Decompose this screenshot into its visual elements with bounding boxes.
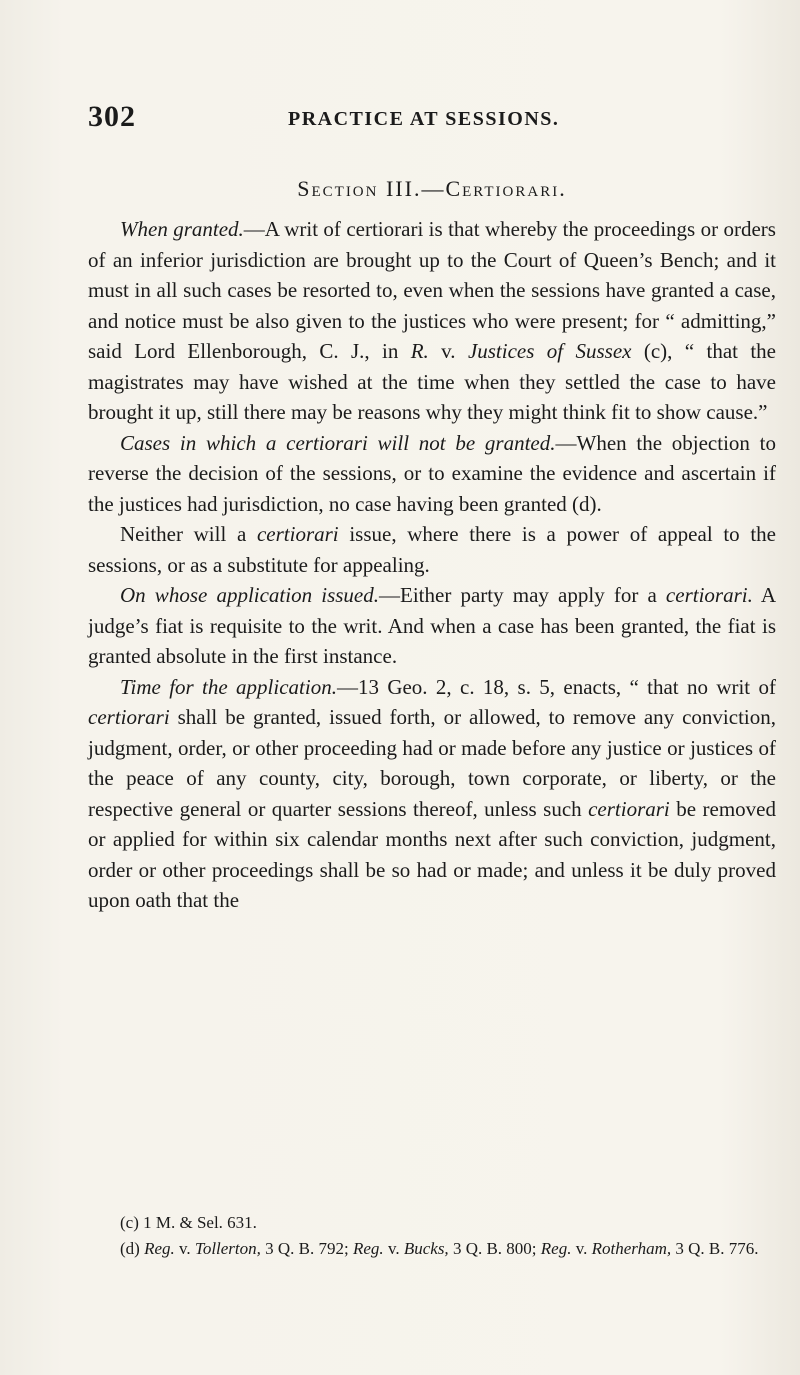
footnote-text: 3 Q. B. 792; <box>260 1239 353 1258</box>
case-name: R. <box>410 339 429 363</box>
footnote-text: v. <box>571 1239 592 1258</box>
italic-term: certiorari <box>588 796 670 821</box>
paragraph-cases-not-granted <box>88 428 776 520</box>
paragraph-heading: When granted. <box>120 217 244 241</box>
paragraph-text: —When the objection to reverse the decision of the sessions, or to examine the evidence and ascertain if the justices had jurisdiction, no case having been granted (d). <box>88 430 776 516</box>
footnote-text: v. <box>383 1239 404 1258</box>
italic-term: certiorari <box>88 705 170 729</box>
case-name: Rotherham, <box>591 1239 672 1258</box>
paragraph-heading: Time for the application. <box>120 674 337 699</box>
paragraph-text: —A writ of certiorari is that whereby the proceedings or orders of an inferior jurisdiction are brought up to the Court of Queen’s Bench; and it must in all such cases be resorted to, even when the sessions have granted a case, and notice must be also given to the justices who were present; for “ admitting,” said Lord Ellenborough, C. J., in <box>88 217 776 363</box>
footnote-text: (d) <box>120 1239 145 1258</box>
body-text <box>88 214 776 916</box>
paragraph-text: v. <box>428 339 468 363</box>
footnote-d <box>88 1236 776 1262</box>
footnote-text: v. <box>174 1239 195 1258</box>
paragraph-when-granted <box>88 214 776 428</box>
paragraph-text: A judge’s fiat is requisite to the writ. And when a case has been granted, the fiat is granted absolute in the first instance. <box>88 583 776 668</box>
case-name: Reg. <box>353 1239 384 1258</box>
paragraph-text: (c), “ that the magistrates may have wished at the time when they settled the case to have brought it up, still there may be reasons why they might think fit to show cause.” <box>88 339 776 424</box>
paragraph-text: —13 Geo. 2, c. 18, s. 5, enacts, “ that no writ of <box>336 674 776 699</box>
italic-term: certiorari. <box>665 583 753 607</box>
case-name: Justices of Sussex <box>467 339 632 363</box>
paragraph-time-for-application <box>88 672 776 916</box>
case-name: Bucks, <box>403 1239 449 1258</box>
paragraph-neither <box>88 519 776 580</box>
paragraph-text: issue, where there is a power of appeal to the sessions, or as a substitute for appealing. <box>88 522 776 577</box>
paragraph-heading: Cases in which a certiorari will not be granted. <box>120 430 556 455</box>
page-number: 302 <box>88 100 136 133</box>
footnotes <box>88 1210 776 1262</box>
page-header <box>88 100 778 140</box>
case-name: Reg. <box>144 1239 175 1258</box>
paragraph-on-whose-application <box>88 580 776 672</box>
case-name: Tollerton, <box>194 1239 261 1258</box>
section-title: Section III.—Certiorari. <box>297 176 567 201</box>
footnote-text: 3 Q. B. 800; <box>448 1239 541 1258</box>
paragraph-text: Neither will a <box>120 522 257 546</box>
paragraph-text: —Either party may apply for a <box>379 583 666 607</box>
paragraph-text: be removed or applied for within six calendar months next after such conviction, judgment, order or other proceedings shall be so had or made; and unless it be duly proved upon oath that the <box>88 796 776 912</box>
italic-term: certiorari <box>256 522 339 546</box>
paragraph-heading: On whose application issued. <box>120 583 379 607</box>
footnote-text: 3 Q. B. 776. <box>671 1239 759 1258</box>
paragraph-text: shall be granted, issued forth, or allowed, to remove any conviction, judgment, order, or other proceeding had or made before any justice or justices of the peace of any county, city, borough, town corporate, or liberty, or the respective general or quarter sessions thereof, unless such <box>88 705 776 821</box>
case-name: Reg. <box>540 1239 572 1258</box>
running-head: PRACTICE AT SESSIONS. <box>288 108 560 130</box>
footnote-c: (c) 1 M. & Sel. 631. <box>120 1213 257 1232</box>
